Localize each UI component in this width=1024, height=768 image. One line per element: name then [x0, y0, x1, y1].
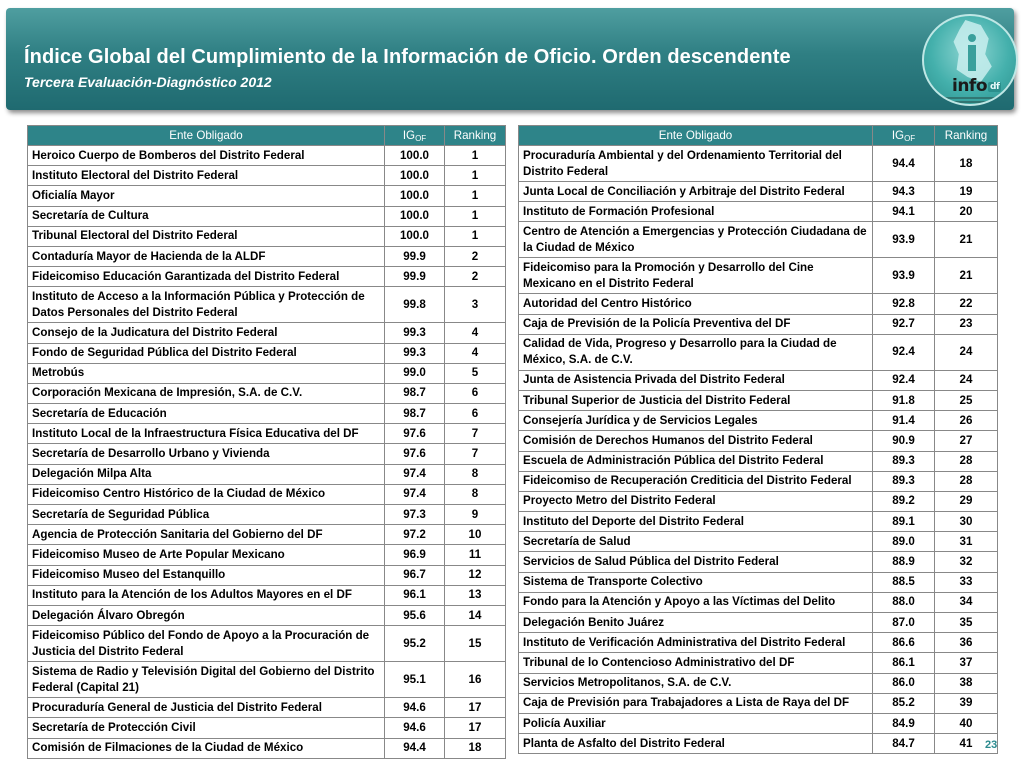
- entity-cell: Oficialía Mayor: [28, 186, 385, 206]
- header-entity: Ente Obligado: [28, 126, 385, 146]
- table-row: [28, 267, 506, 287]
- ig-cell: 87.0: [873, 613, 935, 633]
- table-row: [519, 314, 998, 334]
- table-header-row: [28, 126, 506, 146]
- ig-cell: 98.7: [385, 383, 445, 403]
- entity-cell: Tribunal de lo Contencioso Administrativo del DF: [519, 653, 873, 673]
- table-row: [28, 626, 506, 662]
- rank-cell: 26: [935, 411, 998, 431]
- rank-cell: 16: [445, 662, 506, 698]
- ig-cell: 92.4: [873, 370, 935, 390]
- ig-cell: 93.9: [873, 258, 935, 294]
- rank-cell: 5: [445, 363, 506, 383]
- table-row: [28, 226, 506, 246]
- entity-cell: Instituto del Deporte del Distrito Federal: [519, 512, 873, 532]
- entity-cell: Secretaría de Desarrollo Urbano y Vivienda: [28, 444, 385, 464]
- ig-cell: 100.0: [385, 226, 445, 246]
- ig-cell: 89.3: [873, 451, 935, 471]
- ig-cell: 90.9: [873, 431, 935, 451]
- table-row: [519, 390, 998, 410]
- rank-cell: 3: [445, 287, 506, 323]
- table-row: [519, 370, 998, 390]
- rank-cell: 1: [445, 206, 506, 226]
- table-row: [519, 182, 998, 202]
- info-i-icon: [966, 34, 978, 74]
- ig-cell: 99.3: [385, 323, 445, 343]
- rank-cell: 1: [445, 146, 506, 166]
- rank-cell: 1: [445, 186, 506, 206]
- rank-cell: 6: [445, 383, 506, 403]
- table-row: [519, 431, 998, 451]
- entity-cell: Fideicomiso Educación Garantizada del Distrito Federal: [28, 267, 385, 287]
- entity-cell: Autoridad del Centro Histórico: [519, 294, 873, 314]
- entity-cell: Instituto de Formación Profesional: [519, 202, 873, 222]
- table-row: [519, 334, 998, 370]
- table-row: [519, 592, 998, 612]
- table-row: [28, 464, 506, 484]
- entity-cell: Fondo para la Atención y Apoyo a las Víctimas del Delito: [519, 592, 873, 612]
- table-row: [28, 287, 506, 323]
- ig-cell: 97.2: [385, 525, 445, 545]
- table-row: [519, 451, 998, 471]
- rank-cell: 21: [935, 222, 998, 258]
- rank-cell: 39: [935, 693, 998, 713]
- entity-cell: Delegación Álvaro Obregón: [28, 605, 385, 625]
- ig-cell: 99.0: [385, 363, 445, 383]
- table-row: [28, 206, 506, 226]
- entity-cell: Servicios Metropolitanos, S.A. de C.V.: [519, 673, 873, 693]
- table-row: [519, 572, 998, 592]
- ig-cell: 86.6: [873, 633, 935, 653]
- ig-cell: 85.2: [873, 693, 935, 713]
- ig-cell: 89.3: [873, 471, 935, 491]
- rank-cell: 28: [935, 471, 998, 491]
- ig-cell: 92.4: [873, 334, 935, 370]
- entity-cell: Instituto de Verificación Administrativa del Distrito Federal: [519, 633, 873, 653]
- rank-cell: 21: [935, 258, 998, 294]
- entity-cell: Procuraduría General de Justicia del Distrito Federal: [28, 698, 385, 718]
- ig-cell: 96.1: [385, 585, 445, 605]
- rank-cell: 30: [935, 512, 998, 532]
- table-row: [28, 424, 506, 444]
- table-row: [28, 738, 506, 758]
- ig-cell: 97.6: [385, 424, 445, 444]
- table-row: [28, 585, 506, 605]
- ig-cell: 95.1: [385, 662, 445, 698]
- rank-cell: 18: [445, 738, 506, 758]
- rank-cell: 36: [935, 633, 998, 653]
- entity-cell: Delegación Milpa Alta: [28, 464, 385, 484]
- rank-cell: 24: [935, 370, 998, 390]
- ig-cell: 97.3: [385, 505, 445, 525]
- title-banner: [6, 8, 1014, 110]
- entity-cell: Sistema de Transporte Colectivo: [519, 572, 873, 592]
- entity-cell: Secretaría de Educación: [28, 404, 385, 424]
- ig-cell: 97.6: [385, 444, 445, 464]
- rank-cell: 35: [935, 613, 998, 633]
- rank-cell: 12: [445, 565, 506, 585]
- entity-cell: Planta de Asfalto del Distrito Federal: [519, 734, 873, 754]
- table-row: [519, 411, 998, 431]
- entity-cell: Junta de Asistencia Privada del Distrito Federal: [519, 370, 873, 390]
- entity-cell: Contaduría Mayor de Hacienda de la ALDF: [28, 246, 385, 266]
- entity-cell: Secretaría de Salud: [519, 532, 873, 552]
- rank-cell: 34: [935, 592, 998, 612]
- table-row: [519, 471, 998, 491]
- entity-cell: Delegación Benito Juárez: [519, 613, 873, 633]
- table-row: [519, 202, 998, 222]
- ig-cell: 99.8: [385, 287, 445, 323]
- table-row: [519, 532, 998, 552]
- entity-cell: Caja de Previsión para Trabajadores a Lista de Raya del DF: [519, 693, 873, 713]
- header-ranking: Ranking: [445, 126, 506, 146]
- rank-cell: 18: [935, 146, 998, 182]
- rank-cell: 4: [445, 323, 506, 343]
- entity-cell: Fideicomiso Público del Fondo de Apoyo a la Procuración de Justicia del Distrito Federal: [28, 626, 385, 662]
- rank-cell: 13: [445, 585, 506, 605]
- logo-wordmark: info df: [952, 76, 1000, 96]
- ig-cell: 89.0: [873, 532, 935, 552]
- table-row: [519, 734, 998, 754]
- entity-cell: Fideicomiso Centro Histórico de la Ciudad de México: [28, 484, 385, 504]
- table-row: [28, 146, 506, 166]
- entity-cell: Comisión de Derechos Humanos del Distrito Federal: [519, 431, 873, 451]
- rank-cell: 23: [935, 314, 998, 334]
- ig-cell: 97.4: [385, 484, 445, 504]
- table-row: [519, 633, 998, 653]
- rank-cell: 40: [935, 713, 998, 733]
- rank-cell: 10: [445, 525, 506, 545]
- table-row: [28, 444, 506, 464]
- entity-cell: Proyecto Metro del Distrito Federal: [519, 491, 873, 511]
- rank-cell: 8: [445, 464, 506, 484]
- entity-cell: Instituto para la Atención de los Adultos Mayores en el DF: [28, 585, 385, 605]
- page-number: 23: [985, 739, 998, 751]
- table-row: [28, 565, 506, 585]
- ig-cell: 94.6: [385, 718, 445, 738]
- rank-cell: 17: [445, 718, 506, 738]
- rank-cell: 17: [445, 698, 506, 718]
- ig-cell: 99.9: [385, 267, 445, 287]
- entity-cell: Procuraduría Ambiental y del Ordenamiento Territorial del Distrito Federal: [519, 146, 873, 182]
- table-row: [519, 258, 998, 294]
- ig-cell: 96.9: [385, 545, 445, 565]
- ig-cell: 88.0: [873, 592, 935, 612]
- ig-cell: 91.4: [873, 411, 935, 431]
- rank-cell: 28: [935, 451, 998, 471]
- entity-cell: Policía Auxiliar: [519, 713, 873, 733]
- ig-cell: 94.6: [385, 698, 445, 718]
- entity-cell: Instituto de Acceso a la Información Pública y Protección de Datos Personales del Distrito Federal: [28, 287, 385, 323]
- table-row: [519, 222, 998, 258]
- header-ig: $IG_{OF}$: [873, 126, 935, 146]
- entity-cell: Calidad de Vida, Progreso y Desarrollo para la Ciudad de México, S.A. de C.V.: [519, 334, 873, 370]
- ig-cell: 88.9: [873, 552, 935, 572]
- entity-cell: Junta Local de Conciliación y Arbitraje del Distrito Federal: [519, 182, 873, 202]
- ig-cell: 100.0: [385, 206, 445, 226]
- ig-cell: 93.9: [873, 222, 935, 258]
- entity-cell: Corporación Mexicana de Impresión, S.A. de C.V.: [28, 383, 385, 403]
- ig-cell: 99.9: [385, 246, 445, 266]
- ig-cell: 88.5: [873, 572, 935, 592]
- rank-cell: 27: [935, 431, 998, 451]
- table-row: [519, 653, 998, 673]
- table-row: [28, 545, 506, 565]
- rank-cell: 15: [445, 626, 506, 662]
- entity-cell: Secretaría de Protección Civil: [28, 718, 385, 738]
- table-row: [519, 613, 998, 633]
- rank-cell: 8: [445, 484, 506, 504]
- rank-cell: 4: [445, 343, 506, 363]
- table-row: [28, 662, 506, 698]
- rank-cell: 14: [445, 605, 506, 625]
- rank-cell: 37: [935, 653, 998, 673]
- table-row: [28, 246, 506, 266]
- entity-cell: Fideicomiso Museo del Estanquillo: [28, 565, 385, 585]
- rank-cell: 31: [935, 532, 998, 552]
- ig-cell: 86.0: [873, 673, 935, 693]
- ig-cell: 94.1: [873, 202, 935, 222]
- rank-cell: 32: [935, 552, 998, 572]
- table-row: [519, 512, 998, 532]
- entity-cell: Metrobús: [28, 363, 385, 383]
- entity-cell: Comisión de Filmaciones de la Ciudad de México: [28, 738, 385, 758]
- ig-cell: 100.0: [385, 186, 445, 206]
- table-row: [28, 363, 506, 383]
- table-row: [28, 718, 506, 738]
- ig-cell: 89.1: [873, 512, 935, 532]
- entity-cell: Secretaría de Seguridad Pública: [28, 505, 385, 525]
- table-row: [28, 404, 506, 424]
- table-row: [28, 698, 506, 718]
- table-row: [519, 693, 998, 713]
- table-row: [28, 343, 506, 363]
- table-row: [519, 294, 998, 314]
- entity-cell: Centro de Atención a Emergencias y Protección Ciudadana de la Ciudad de México: [519, 222, 873, 258]
- entity-cell: Servicios de Salud Pública del Distrito Federal: [519, 552, 873, 572]
- rank-cell: 1: [445, 166, 506, 186]
- rank-cell: 6: [445, 404, 506, 424]
- rank-cell: 29: [935, 491, 998, 511]
- table-row: [28, 186, 506, 206]
- table-row: [519, 146, 998, 182]
- ig-cell: 84.7: [873, 734, 935, 754]
- rank-cell: 1: [445, 226, 506, 246]
- rank-cell: 11: [445, 545, 506, 565]
- entity-cell: Sistema de Radio y Televisión Digital del Gobierno del Distrito Federal (Capital 21): [28, 662, 385, 698]
- ig-cell: 94.4: [873, 146, 935, 182]
- table-row: [28, 166, 506, 186]
- rank-cell: 9: [445, 505, 506, 525]
- ig-cell: 95.6: [385, 605, 445, 625]
- rank-cell: 25: [935, 390, 998, 410]
- entity-cell: Fideicomiso para la Promoción y Desarrollo del Cine Mexicano en el Distrito Federal: [519, 258, 873, 294]
- rank-cell: 20: [935, 202, 998, 222]
- rank-cell: 24: [935, 334, 998, 370]
- ig-cell: 84.9: [873, 713, 935, 733]
- ig-cell: 91.8: [873, 390, 935, 410]
- rank-cell: 2: [445, 246, 506, 266]
- rank-cell: 41: [935, 734, 998, 754]
- page-subtitle: Tercera Evaluación-Diagnóstico 2012: [24, 74, 272, 90]
- ig-cell: 100.0: [385, 146, 445, 166]
- header-ig: $IG_{OF}$: [385, 126, 445, 146]
- entity-cell: Escuela de Administración Pública del Distrito Federal: [519, 451, 873, 471]
- ig-cell: 92.7: [873, 314, 935, 334]
- rank-cell: 38: [935, 673, 998, 693]
- rank-cell: 7: [445, 444, 506, 464]
- entity-cell: Tribunal Superior de Justicia del Distrito Federal: [519, 390, 873, 410]
- ig-cell: 95.2: [385, 626, 445, 662]
- table-row: [28, 484, 506, 504]
- rank-cell: 22: [935, 294, 998, 314]
- entity-cell: Heroico Cuerpo de Bomberos del Distrito Federal: [28, 146, 385, 166]
- rank-cell: 7: [445, 424, 506, 444]
- entity-cell: Agencia de Protección Sanitaria del Gobierno del DF: [28, 525, 385, 545]
- entity-cell: Fideicomiso de Recuperación Crediticia del Distrito Federal: [519, 471, 873, 491]
- page-title: Índice Global del Cumplimiento de la Información de Oficio. Orden descendente: [24, 46, 791, 68]
- header-entity: Ente Obligado: [519, 126, 873, 146]
- table-row: [519, 713, 998, 733]
- table-row: [28, 605, 506, 625]
- ig-cell: 89.2: [873, 491, 935, 511]
- table-header-row: [519, 126, 998, 146]
- ranking-table-right: [518, 125, 998, 754]
- entity-cell: Consejo de la Judicatura del Distrito Federal: [28, 323, 385, 343]
- rank-cell: 19: [935, 182, 998, 202]
- entity-cell: Tribunal Electoral del Distrito Federal: [28, 226, 385, 246]
- ig-cell: 100.0: [385, 166, 445, 186]
- header-ranking: Ranking: [935, 126, 998, 146]
- ig-cell: 97.4: [385, 464, 445, 484]
- entity-cell: Consejería Jurídica y de Servicios Legales: [519, 411, 873, 431]
- ig-cell: 98.7: [385, 404, 445, 424]
- table-row: [519, 552, 998, 572]
- table-row: [28, 505, 506, 525]
- table-row: [28, 383, 506, 403]
- entity-cell: Fondo de Seguridad Pública del Distrito Federal: [28, 343, 385, 363]
- rank-cell: 2: [445, 267, 506, 287]
- entity-cell: Instituto Electoral del Distrito Federal: [28, 166, 385, 186]
- ig-cell: 99.3: [385, 343, 445, 363]
- ig-cell: 94.3: [873, 182, 935, 202]
- table-row: [28, 323, 506, 343]
- table-row: [28, 525, 506, 545]
- ranking-table-left: [27, 125, 506, 759]
- ig-cell: 92.8: [873, 294, 935, 314]
- entity-cell: Fideicomiso Museo de Arte Popular Mexicano: [28, 545, 385, 565]
- ig-cell: 94.4: [385, 738, 445, 758]
- ig-cell: 86.1: [873, 653, 935, 673]
- table-row: [519, 491, 998, 511]
- rank-cell: 33: [935, 572, 998, 592]
- ig-cell: 96.7: [385, 565, 445, 585]
- entity-cell: Secretaría de Cultura: [28, 206, 385, 226]
- table-row: [519, 673, 998, 693]
- info-df-logo-icon: [922, 14, 1018, 106]
- logo-fine-print: [942, 97, 1006, 105]
- entity-cell: Caja de Previsión de la Policía Preventiva del DF: [519, 314, 873, 334]
- entity-cell: Instituto Local de la Infraestructura Física Educativa del DF: [28, 424, 385, 444]
